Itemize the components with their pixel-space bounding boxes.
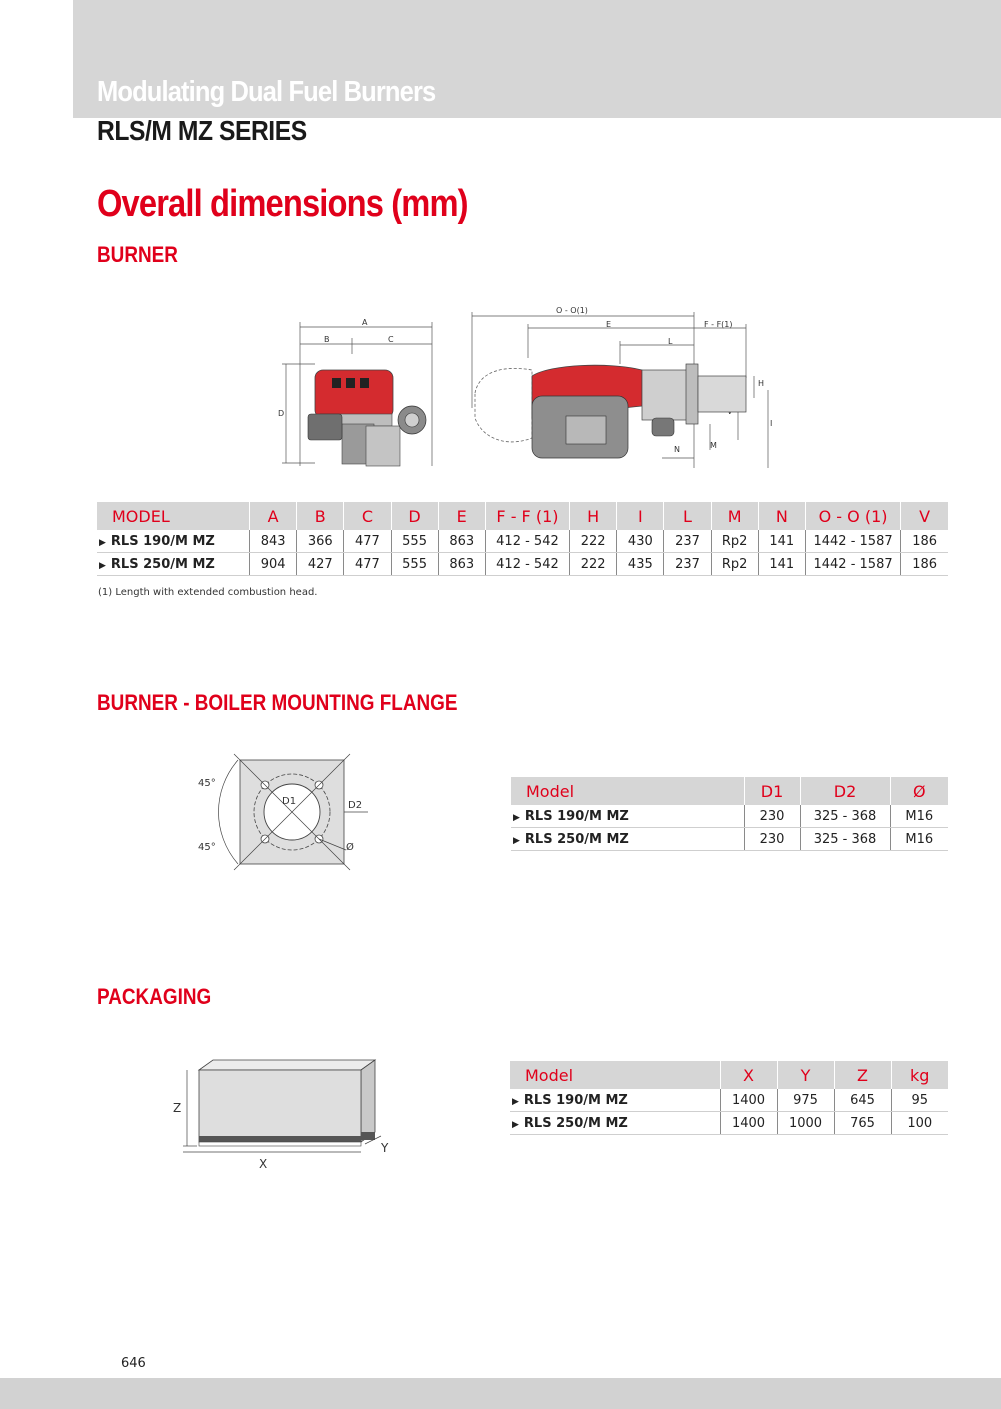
table-cell: 237 [664,553,711,576]
table-cell: Rp2 [711,553,758,576]
packaging-table [510,1061,948,1135]
flange-table [511,777,948,851]
column-header: B [297,502,344,530]
table-cell: 1400 [720,1112,777,1135]
column-header: Y [777,1061,834,1089]
column-header: MODEL [97,502,250,530]
column-header: E [438,502,485,530]
triangle-bullet-icon: ▶ [513,835,520,846]
burner-table-header-row [97,502,948,530]
table-cell: 1442 - 1587 [805,553,900,576]
table-cell: 975 [777,1089,834,1112]
table-cell: Rp2 [711,530,758,553]
column-header: kg [891,1061,948,1089]
table-cell: 645 [834,1089,891,1112]
column-header: H [570,502,617,530]
d2-label: D2 [348,800,363,811]
z-label: Z [173,1101,182,1115]
model-cell: ▶ RLS 250/M MZ [511,828,744,851]
table-cell: 237 [664,530,711,553]
table-cell: 412 - 542 [485,553,569,576]
table-cell: 95 [891,1089,948,1112]
label-d: D [278,409,285,418]
table-cell: 141 [758,553,805,576]
table-cell: M16 [890,828,948,851]
triangle-bullet-icon: ▶ [513,812,520,823]
table-row [511,805,948,828]
y-label: Y [381,1141,389,1155]
label-i: I [770,419,773,428]
table-cell: 477 [344,553,391,576]
model-cell: ▶ RLS 190/M MZ [97,530,250,553]
model-cell: ▶ RLS 250/M MZ [510,1112,720,1135]
burner-section-title: BURNER [97,242,178,267]
flange-section-title: BURNER - BOILER MOUNTING FLANGE [97,690,458,715]
table-cell: 555 [391,530,438,553]
column-header: A [250,502,297,530]
table-cell: 477 [344,530,391,553]
burner-footnote: (1) Length with extended combustion head. [98,587,318,598]
label-f: F - F(1) [704,320,733,329]
flange-drawing [190,750,380,880]
label-b: B [324,335,330,344]
column-header: N [758,502,805,530]
column-header: F - F (1) [485,502,569,530]
table-cell: 412 - 542 [485,530,569,553]
angle-label-bottom: 45° [198,842,216,853]
table-row [511,828,948,851]
table-cell: 230 [744,828,800,851]
table-cell: 325 - 368 [800,805,890,828]
burner-dimensions-table [97,502,948,576]
table-cell: 1000 [777,1112,834,1135]
packaging-section-title: PACKAGING [97,984,212,1009]
table-cell: 222 [570,530,617,553]
column-header: O - O (1) [805,502,900,530]
label-c: C [388,335,394,344]
table-cell: 186 [901,530,948,553]
page-heading: Overall dimensions (mm) [97,183,468,225]
footer-band [0,1378,1001,1409]
triangle-bullet-icon: ▶ [99,537,106,548]
label-h: H [758,379,765,388]
burner-dimension-drawing [270,298,790,478]
table-cell: 765 [834,1112,891,1135]
label-l: L [668,337,673,346]
angle-label-top: 45° [198,778,216,789]
table-cell: 1400 [720,1089,777,1112]
series-title: RLS/M MZ SERIES [97,115,307,146]
x-label: X [259,1157,268,1171]
table-cell: 430 [617,530,664,553]
table-cell: 222 [570,553,617,576]
column-header: M [711,502,758,530]
packaging-drawing [165,1052,395,1174]
table-cell: M16 [890,805,948,828]
phi-label: Ø [346,842,354,853]
page-number: 646 [121,1356,146,1371]
table-row [510,1089,948,1112]
table-row [510,1112,948,1135]
table-cell: 904 [250,553,297,576]
label-n: N [674,445,680,454]
label-a: A [362,318,368,327]
table-cell: 843 [250,530,297,553]
column-header: Model [511,777,744,805]
table-row [97,530,948,553]
table-cell: 863 [438,530,485,553]
triangle-bullet-icon: ▶ [512,1119,519,1130]
table-cell: 1442 - 1587 [805,530,900,553]
table-row [97,553,948,576]
table-cell: 427 [297,553,344,576]
table-cell: 325 - 368 [800,828,890,851]
model-cell: ▶ RLS 190/M MZ [511,805,744,828]
label-o: O - O(1) [556,306,588,315]
table-cell: 100 [891,1112,948,1135]
column-header: C [344,502,391,530]
table-cell: 186 [901,553,948,576]
model-cell: ▶ RLS 250/M MZ [97,553,250,576]
table-cell: 555 [391,553,438,576]
table-cell: 366 [297,530,344,553]
triangle-bullet-icon: ▶ [99,560,106,571]
label-e: E [606,320,612,329]
table-cell: 230 [744,805,800,828]
column-header: X [720,1061,777,1089]
column-header: I [617,502,664,530]
column-header: D2 [800,777,890,805]
table-cell: 141 [758,530,805,553]
column-header: D1 [744,777,800,805]
column-header: D [391,502,438,530]
table-cell: 863 [438,553,485,576]
label-m: M [710,441,717,450]
column-header: Z [834,1061,891,1089]
document-title: Modulating Dual Fuel Burners [97,76,436,108]
column-header: V [901,502,948,530]
column-header: L [664,502,711,530]
model-cell: ▶ RLS 190/M MZ [510,1089,720,1112]
table-cell: 435 [617,553,664,576]
flange-table-header-row [511,777,948,805]
column-header: Model [510,1061,720,1089]
column-header: Ø [890,777,948,805]
triangle-bullet-icon: ▶ [512,1096,519,1107]
d1-label: D1 [282,796,297,807]
packaging-table-header-row [510,1061,948,1089]
